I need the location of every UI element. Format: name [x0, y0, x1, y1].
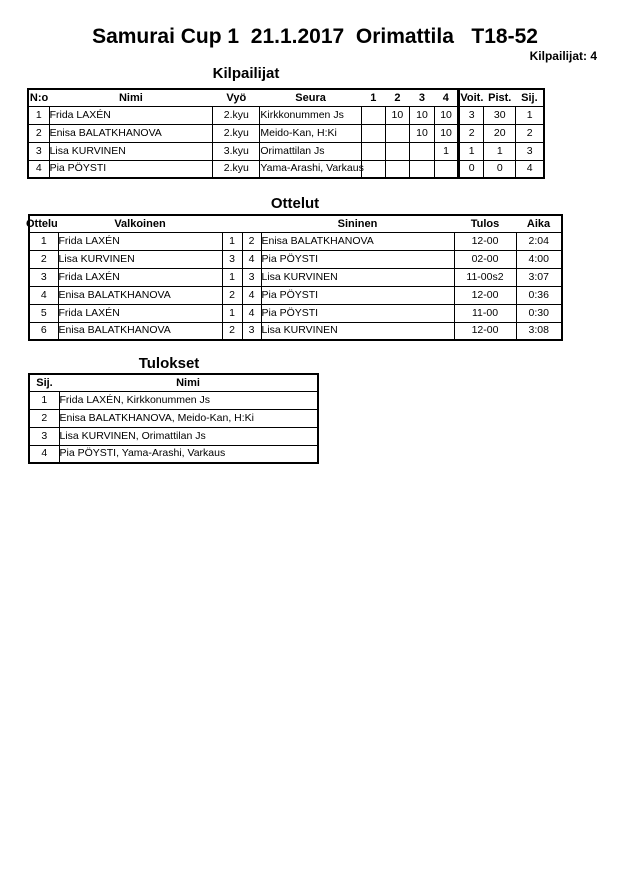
cell-round-4 [435, 160, 459, 178]
table-row [29, 391, 318, 409]
table-row [28, 160, 544, 178]
col-header-ottelu: Ottelu [29, 215, 58, 232]
cell-pist: 1 [484, 142, 516, 160]
cell-sij: 4 [29, 445, 59, 463]
cell-blue-number: 4 [242, 250, 261, 268]
cell-sininen: Enisa BALATKHANOVA [261, 232, 454, 250]
table-row [29, 268, 562, 286]
cell-sininen: Pia PÖYSTI [261, 304, 454, 322]
cell-sininen: Lisa KURVINEN [261, 322, 454, 340]
cell-pist: 20 [484, 124, 516, 142]
cell-aika: 2:04 [516, 232, 562, 250]
cell-round-2 [385, 160, 409, 178]
cell-sij: 4 [516, 160, 544, 178]
kilpailijat-header-row [28, 89, 544, 106]
cell-blue-number: 4 [242, 286, 261, 304]
cell-sij: 1 [516, 106, 544, 124]
cell-aika: 0:30 [516, 304, 562, 322]
cell-round-3: 10 [409, 124, 434, 142]
cell-seura: Kirkkonummen Js [260, 106, 361, 124]
cell-blue-number: 2 [242, 232, 261, 250]
col-header-blue-number [242, 215, 261, 232]
cell-white-number: 1 [222, 268, 242, 286]
table-row [29, 304, 562, 322]
cell-tulos: 12-00 [454, 286, 516, 304]
cell-round-2 [385, 142, 409, 160]
cell-vyo: 2.kyu [213, 124, 260, 142]
col-header-aika: Aika [516, 215, 562, 232]
cell-match-no: 4 [29, 286, 58, 304]
cell-round-1 [361, 142, 385, 160]
cell-nimi: Lisa KURVINEN, Orimattilan Js [59, 427, 318, 445]
col-header-nimi: Nimi [59, 374, 318, 391]
cell-round-1 [361, 160, 385, 178]
table-row [29, 322, 562, 340]
col-header-seura: Seura [260, 89, 361, 106]
cell-tulos: 02-00 [454, 250, 516, 268]
table-row [29, 427, 318, 445]
col-header-sij: Sij. [29, 374, 59, 391]
cell-nimi: Pia PÖYSTI [49, 160, 213, 178]
cell-vyo: 3.kyu [213, 142, 260, 160]
cell-valkoinen: Lisa KURVINEN [58, 250, 222, 268]
cell-white-number: 1 [222, 304, 242, 322]
tulokset-header-row [29, 374, 318, 391]
col-header-valkoinen: Valkoinen [58, 215, 222, 232]
cell-valkoinen: Frida LAXÉN [58, 304, 222, 322]
cell-sij: 3 [29, 427, 59, 445]
cell-nimi: Enisa BALATKHANOVA, Meido-Kan, H:Ki [59, 409, 318, 427]
cell-voit: 0 [459, 160, 484, 178]
cell-match-no: 5 [29, 304, 58, 322]
col-header-sij: Sij. [516, 89, 544, 106]
cell-tulos: 12-00 [454, 232, 516, 250]
section-heading-kilpailijat: Kilpailijat [212, 65, 280, 82]
col-header-round-1: 1 [361, 89, 385, 106]
table-row [29, 409, 318, 427]
cell-tulos: 11-00s2 [454, 268, 516, 286]
cell-round-1 [361, 124, 385, 142]
cell-sininen: Pia PÖYSTI [261, 250, 454, 268]
cell-nimi: Enisa BALATKHANOVA [49, 124, 213, 142]
cell-match-no: 2 [29, 250, 58, 268]
ottelut-table [28, 214, 563, 341]
cell-white-number: 2 [222, 286, 242, 304]
section-heading-ottelut: Ottelut [270, 195, 320, 212]
cell-seura: Yama-Arashi, Varkaus [260, 160, 361, 178]
table-row [28, 124, 544, 142]
table-row [28, 142, 544, 160]
col-header-vyo: Vyö [213, 89, 260, 106]
cell-valkoinen: Enisa BALATKHANOVA [58, 286, 222, 304]
cell-seura: Orimattilan Js [260, 142, 361, 160]
cell-round-1 [361, 106, 385, 124]
cell-aika: 3:07 [516, 268, 562, 286]
col-header-pist: Pist. [484, 89, 516, 106]
cell-tulos: 12-00 [454, 322, 516, 340]
section-heading-tulokset: Tulokset [138, 355, 200, 372]
cell-blue-number: 3 [242, 268, 261, 286]
cell-no: 4 [28, 160, 49, 178]
col-header-voit: Voit. [459, 89, 484, 106]
tulokset-table [28, 373, 319, 464]
cell-sij: 1 [29, 391, 59, 409]
cell-vyo: 2.kyu [213, 160, 260, 178]
table-row [29, 232, 562, 250]
cell-round-3 [409, 160, 434, 178]
table-row [29, 286, 562, 304]
cell-round-3: 10 [409, 106, 434, 124]
cell-voit: 1 [459, 142, 484, 160]
cell-no: 3 [28, 142, 49, 160]
cell-vyo: 2.kyu [213, 106, 260, 124]
cell-match-no: 3 [29, 268, 58, 286]
cell-white-number: 2 [222, 322, 242, 340]
col-header-round-4: 4 [435, 89, 459, 106]
cell-blue-number: 4 [242, 304, 261, 322]
cell-valkoinen: Enisa BALATKHANOVA [58, 322, 222, 340]
cell-nimi: Frida LAXÉN, Kirkkonummen Js [59, 391, 318, 409]
cell-match-no: 1 [29, 232, 58, 250]
cell-sininen: Lisa KURVINEN [261, 268, 454, 286]
cell-voit: 2 [459, 124, 484, 142]
col-header-sininen: Sininen [261, 215, 454, 232]
cell-match-no: 6 [29, 322, 58, 340]
table-row [29, 445, 318, 463]
cell-sij: 3 [516, 142, 544, 160]
cell-valkoinen: Frida LAXÉN [58, 232, 222, 250]
cell-tulos: 11-00 [454, 304, 516, 322]
cell-round-3 [409, 142, 434, 160]
cell-nimi: Lisa KURVINEN [49, 142, 213, 160]
cell-seura: Meido-Kan, H:Ki [260, 124, 361, 142]
col-header-white-number [222, 215, 242, 232]
col-header-round-2: 2 [385, 89, 409, 106]
cell-no: 1 [28, 106, 49, 124]
col-header-nimi: Nimi [49, 89, 213, 106]
cell-round-4: 1 [435, 142, 459, 160]
table-row [28, 106, 544, 124]
cell-round-2 [385, 124, 409, 142]
col-header-round-3: 3 [409, 89, 434, 106]
col-header-tulos: Tulos [454, 215, 516, 232]
ottelut-header-row [29, 215, 562, 232]
cell-nimi: Frida LAXÉN [49, 106, 213, 124]
cell-round-4: 10 [435, 124, 459, 142]
cell-voit: 3 [459, 106, 484, 124]
cell-valkoinen: Frida LAXÉN [58, 268, 222, 286]
cell-round-2: 10 [385, 106, 409, 124]
kilpailijat-table [27, 88, 545, 179]
competitors-count-label: Kilpailijat: 4 [529, 49, 597, 63]
cell-sininen: Pia PÖYSTI [261, 286, 454, 304]
cell-pist: 30 [484, 106, 516, 124]
cell-white-number: 1 [222, 232, 242, 250]
cell-white-number: 3 [222, 250, 242, 268]
cell-nimi: Pia PÖYSTI, Yama-Arashi, Varkaus [59, 445, 318, 463]
cell-sij: 2 [516, 124, 544, 142]
cell-pist: 0 [484, 160, 516, 178]
page-title: Samurai Cup 1 21.1.2017 Orimattila T18-52 [92, 25, 538, 48]
col-header-no: N:o [28, 89, 49, 106]
cell-round-4: 10 [435, 106, 459, 124]
cell-aika: 3:08 [516, 322, 562, 340]
table-row [29, 250, 562, 268]
cell-sij: 2 [29, 409, 59, 427]
cell-aika: 4:00 [516, 250, 562, 268]
cell-aika: 0:36 [516, 286, 562, 304]
cell-no: 2 [28, 124, 49, 142]
cell-blue-number: 3 [242, 322, 261, 340]
